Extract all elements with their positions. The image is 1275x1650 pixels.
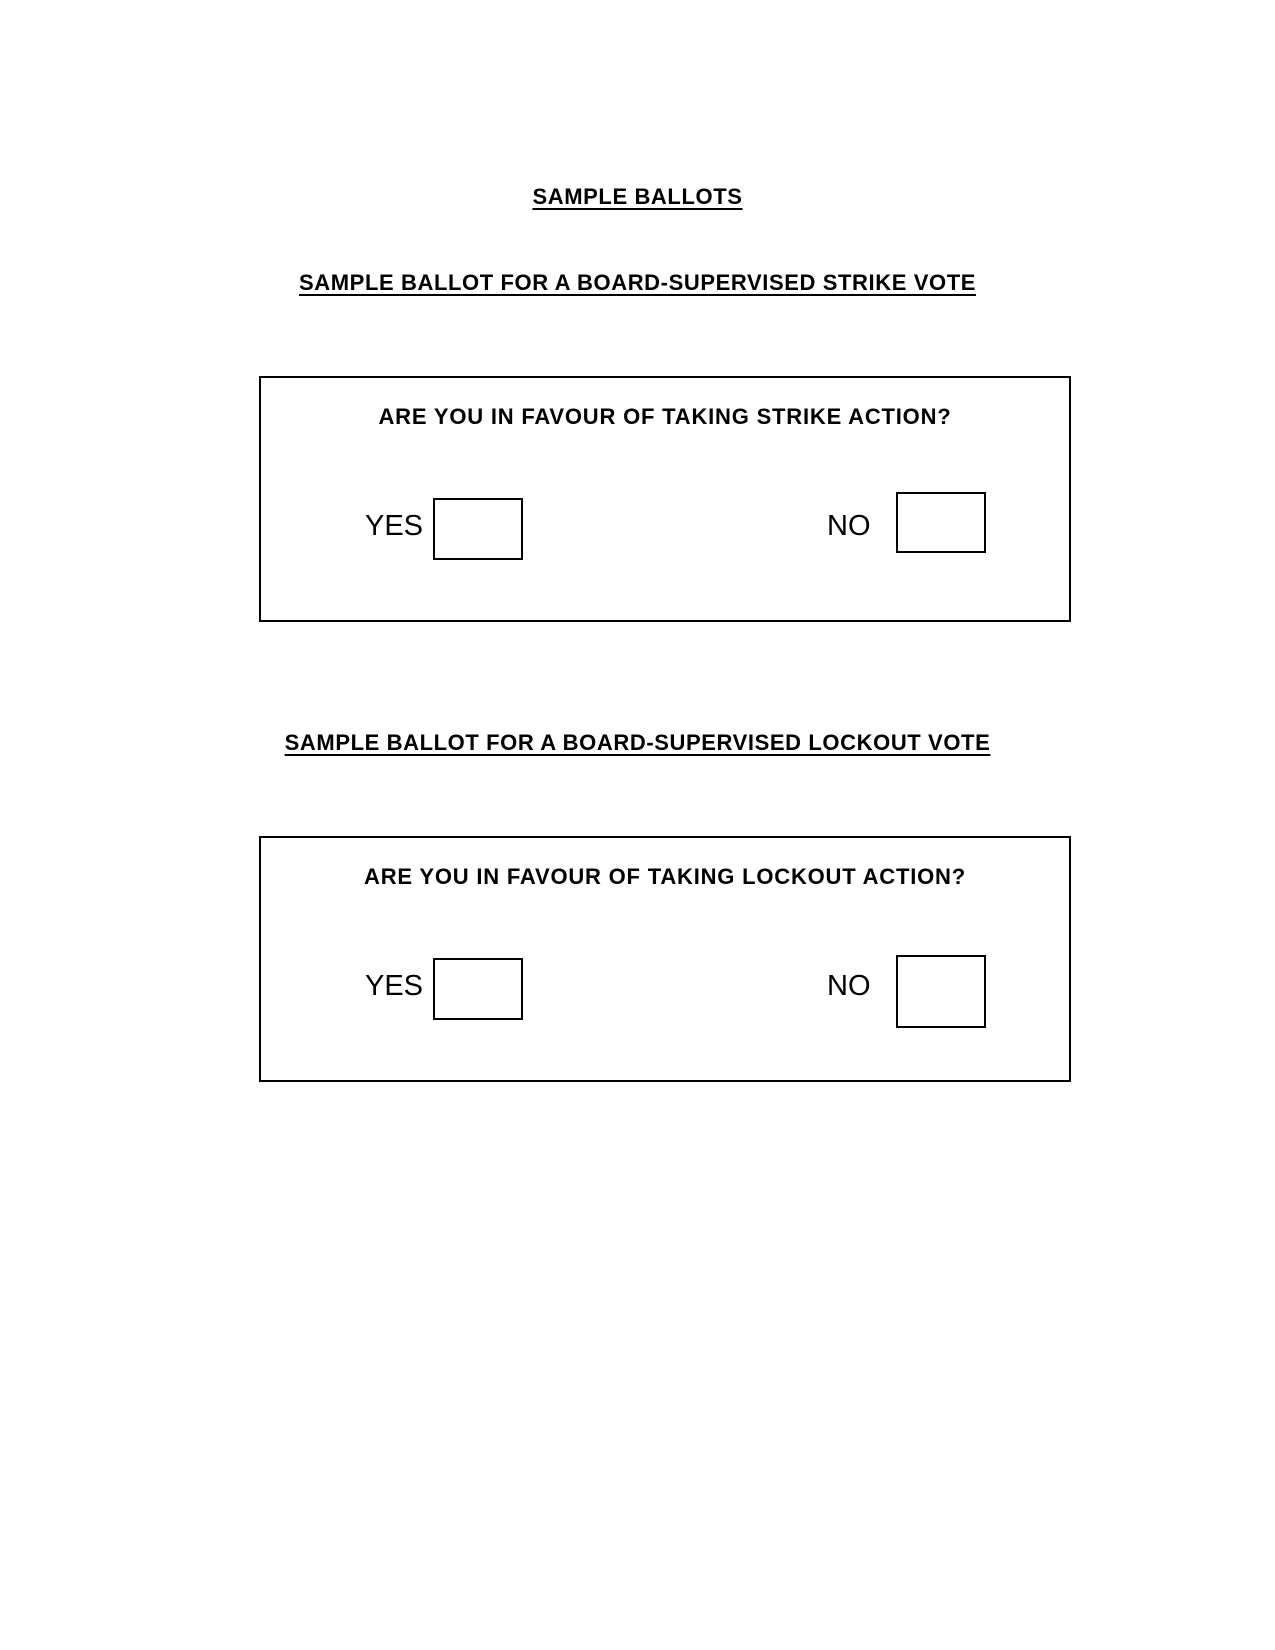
lockout-no-label: NO: [827, 970, 871, 1002]
strike-ballot-question: ARE YOU IN FAVOUR OF TAKING STRIKE ACTION?: [378, 404, 952, 429]
lockout-yes-label: YES: [365, 970, 424, 1002]
page-title: SAMPLE BALLOTS: [532, 184, 743, 209]
lockout-ballot-heading: SAMPLE BALLOT FOR A BOARD-SUPERVISED LOCKOUT VOTE: [284, 730, 991, 755]
strike-ballot-heading: SAMPLE BALLOT FOR A BOARD-SUPERVISED STRIKE VOTE: [298, 270, 977, 295]
strike-yes-label: YES: [365, 510, 424, 542]
strike-no-checkbox[interactable]: [896, 492, 986, 553]
lockout-ballot-box: [259, 836, 1071, 1082]
lockout-yes-checkbox[interactable]: [433, 958, 523, 1020]
strike-ballot-box: [259, 376, 1071, 622]
strike-yes-checkbox[interactable]: [433, 498, 523, 560]
lockout-ballot-question: ARE YOU IN FAVOUR OF TAKING LOCKOUT ACTION?: [364, 864, 966, 889]
strike-no-label: NO: [827, 510, 871, 542]
lockout-no-checkbox[interactable]: [896, 955, 986, 1028]
